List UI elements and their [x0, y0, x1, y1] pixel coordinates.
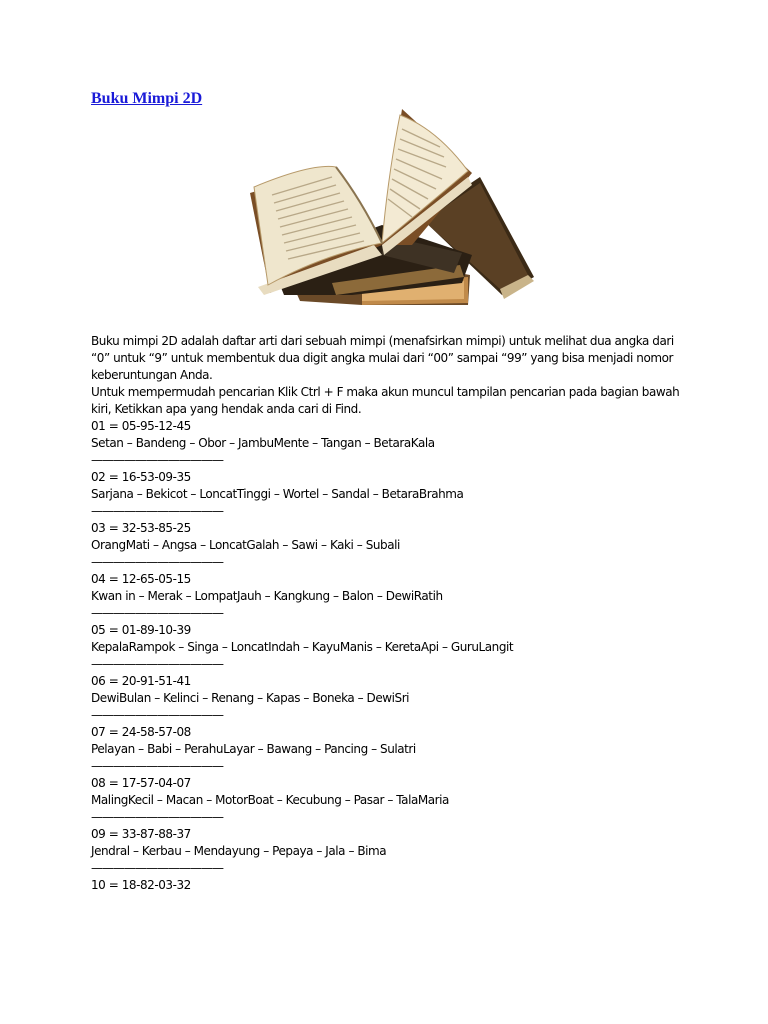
separator-line: ———————————— — [91, 453, 223, 467]
entry-number: 07 = 24-58-57-08 — [91, 725, 191, 739]
separator-line: ———————————— — [91, 810, 223, 824]
page-title-link[interactable]: Buku Mimpi 2D — [91, 90, 203, 107]
separator-line: ———————————— — [91, 504, 223, 518]
entry-words: MalingKecil – Macan – MotorBoat – Kecubung – Pasar – TalaMaria — [91, 793, 449, 807]
instruction-paragraph: Untuk mempermudah pencarian Klik Ctrl + F maka akun muncul tampilan pencarian pada bagian bawah kiri, Ketikkan apa yang hendak anda cari di Find. — [91, 385, 680, 416]
separator-line: ———————————— — [91, 606, 223, 620]
list-item — [91, 418, 691, 469]
dream-number-list — [91, 418, 691, 894]
entry-words: Pelayan – Babi – PerahuLayar – Bawang – Pancing – Sulatri — [91, 742, 416, 756]
entry-words: OrangMati – Angsa – LoncatGalah – Sawi – Kaki – Subali — [91, 538, 400, 552]
entry-number: 06 = 20-91-51-41 — [91, 674, 191, 688]
entry-number: 02 = 16-53-09-35 — [91, 470, 191, 484]
entry-number: 09 = 33-87-88-37 — [91, 827, 191, 841]
entry-number: 10 = 18-82-03-32 — [91, 878, 191, 892]
list-item — [91, 724, 691, 775]
document-body — [91, 333, 691, 894]
separator-line: ———————————— — [91, 759, 223, 773]
separator-line: ———————————— — [91, 708, 223, 722]
entry-words: Sarjana – Bekicot – LoncatTinggi – Wortel – Sandal – BetaraBrahma — [91, 487, 464, 501]
list-item — [91, 673, 691, 724]
entry-words: Setan – Bandeng – Obor – JambuMente – Tangan – BetaraKala — [91, 436, 435, 450]
entry-number: 03 = 32-53-85-25 — [91, 521, 191, 535]
entry-number: 08 = 17-57-04-07 — [91, 776, 191, 790]
entry-words: KepalaRampok – Singa – LoncatIndah – KayuManis – KeretaApi – GuruLangit — [91, 640, 514, 654]
separator-line: ———————————— — [91, 555, 223, 569]
list-item — [91, 622, 691, 673]
list-item — [91, 520, 691, 571]
entry-words: Kwan in – Merak – LompatJauh – Kangkung – Balon – DewiRatih — [91, 589, 443, 603]
list-item — [91, 469, 691, 520]
list-item — [91, 877, 691, 894]
list-item — [91, 571, 691, 622]
entry-number: 01 = 05-95-12-45 — [91, 419, 191, 433]
entry-number: 04 = 12-65-05-15 — [91, 572, 191, 586]
entry-words: DewiBulan – Kelinci – Renang – Kapas – Boneka – DewiSri — [91, 691, 410, 705]
list-item — [91, 826, 691, 877]
entry-words: Jendral – Kerbau – Mendayung – Pepaya – Jala – Bima — [91, 844, 387, 858]
separator-line: ———————————— — [91, 861, 223, 875]
separator-line: ———————————— — [91, 657, 223, 671]
intro-paragraph: Buku mimpi 2D adalah daftar arti dari sebuah mimpi (menafsirkan mimpi) untuk melihat dua angka dari “0” untuk “9” untuk membentuk dua digit angka mulai dari “00” sampai “99” yang bisa menjadi nomor keberuntungan Anda. — [91, 334, 674, 382]
entry-number: 05 = 01-89-10-39 — [91, 623, 191, 637]
book-stack-image — [232, 105, 537, 315]
list-item — [91, 775, 691, 826]
